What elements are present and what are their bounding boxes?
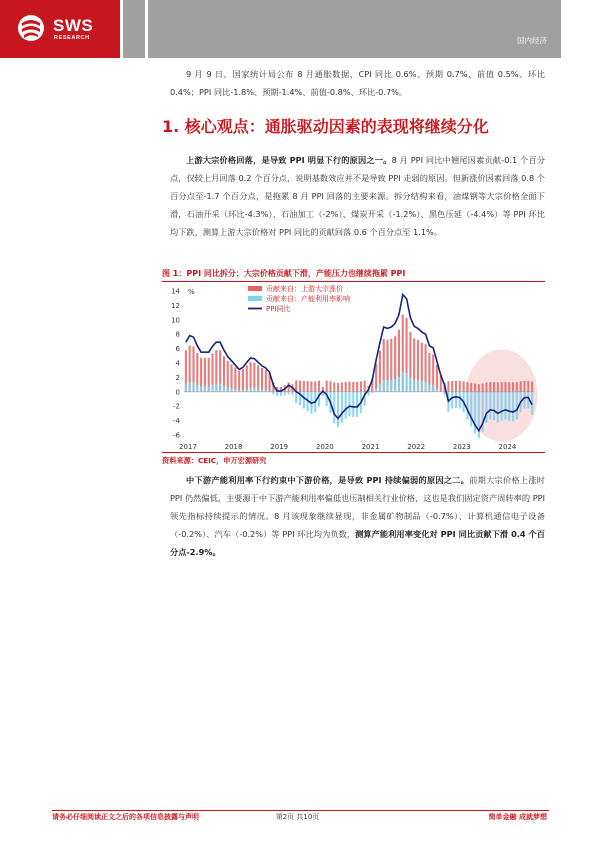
legend-swatch-capacity xyxy=(248,296,262,301)
footer-rule xyxy=(52,810,549,811)
bar-upstream xyxy=(493,382,495,392)
footer-disclaimer: 请务必仔细阅读正文之后的各项信息披露与声明 xyxy=(52,813,199,821)
paragraph-capacity-body: 前期大宗价格上涨时 PPI 仍然偏低，主要源于中下游产能利用率偏低也压制相关行业价格，这也是我们固定资产周转率的 PPI 领先指标持续提示的情况。8 月该现象继续显现，非金属矿物制品（-0.7%）、计算机通信电子设备（-0.2%）、汽车（-0.2%）等 PPI 环比均为负数， xyxy=(170,475,545,539)
bar-upstream xyxy=(501,382,503,392)
bar-capacity xyxy=(345,392,347,419)
bar-upstream xyxy=(523,381,525,392)
bar-upstream xyxy=(478,384,480,392)
bar-upstream xyxy=(470,383,472,392)
bar-upstream xyxy=(337,383,339,392)
bar-capacity xyxy=(280,392,282,396)
bar-capacity xyxy=(512,392,514,422)
x-tick-label: 2022 xyxy=(407,443,426,451)
bar-capacity xyxy=(352,392,354,417)
bar-capacity xyxy=(406,373,408,392)
bar-capacity xyxy=(265,390,267,392)
bar-upstream xyxy=(310,381,312,391)
bar-capacity xyxy=(485,392,487,423)
y-tick-label: 12 xyxy=(171,301,180,310)
paragraph-upstream-lead: 上游大宗价格回落，是导致 PPI 明显下行的原因之一。 xyxy=(186,155,392,165)
bar-capacity xyxy=(379,384,381,392)
bar-upstream xyxy=(356,382,358,392)
legend-swatch-upstream xyxy=(248,286,262,291)
y-tick-label: -6 xyxy=(173,431,180,440)
bar-upstream xyxy=(246,365,248,391)
bar-upstream xyxy=(318,381,320,392)
bar-capacity xyxy=(394,379,396,392)
bar-capacity xyxy=(242,390,244,392)
bar-capacity xyxy=(348,392,350,416)
header-divider-bar xyxy=(123,0,145,58)
bar-capacity xyxy=(501,392,503,421)
bar-capacity xyxy=(383,380,385,392)
legend-label-ppi: PPI同比 xyxy=(266,305,291,313)
bar-capacity xyxy=(333,392,335,424)
bar-upstream xyxy=(485,382,487,391)
y-tick-label: -2 xyxy=(173,402,180,411)
bar-capacity xyxy=(341,392,343,423)
bar-capacity xyxy=(204,386,206,392)
x-tick-label: 2021 xyxy=(361,443,380,451)
intro-paragraph: 9 月 9 日，国家统计局公布 8 月通胀数据，CPI 同比 0.6%、预期 0.7%、前值 0.5%、环比 0.4%；PPI 同比-1.8%、预期-1.4%、前值-0.8%、环比-0.7%。 xyxy=(170,69,545,97)
bar-upstream xyxy=(341,382,343,391)
bar-capacity xyxy=(523,392,525,409)
bar-capacity xyxy=(421,381,423,392)
bar-capacity xyxy=(215,384,217,392)
bar-capacity xyxy=(386,380,388,392)
figure-top-rule xyxy=(162,281,545,282)
bar-upstream xyxy=(352,382,354,392)
bar-upstream xyxy=(455,381,457,392)
bar-upstream xyxy=(329,381,331,391)
footer-slogan: 简单金融 成就梦想 xyxy=(488,813,547,821)
bar-capacity xyxy=(367,392,369,396)
footer-page-number: 第2页 共10页 xyxy=(275,813,320,821)
bar-upstream xyxy=(265,370,267,392)
brand-logo xyxy=(0,0,120,58)
y-tick-label: 0 xyxy=(175,388,180,397)
x-tick-label: 2024 xyxy=(498,443,517,451)
bar-capacity xyxy=(459,392,461,409)
bar-capacity xyxy=(261,390,263,392)
header-band xyxy=(148,0,561,58)
bar-upstream xyxy=(314,381,316,392)
y-tick-label: 14 xyxy=(171,287,180,296)
bar-capacity xyxy=(451,392,453,409)
bar-upstream xyxy=(250,362,252,392)
bar-capacity xyxy=(246,389,248,392)
bar-capacity xyxy=(219,384,221,392)
bar-capacity xyxy=(428,385,430,392)
y-tick-label: 8 xyxy=(175,330,180,339)
bar-capacity xyxy=(303,392,305,409)
bar-capacity xyxy=(185,384,187,392)
bar-capacity xyxy=(375,388,377,392)
bar-capacity xyxy=(231,388,233,391)
bar-capacity xyxy=(208,386,210,392)
bar-upstream xyxy=(253,363,255,392)
bar-upstream xyxy=(516,382,518,392)
y-tick-label: 6 xyxy=(175,345,180,354)
y-tick-label: 10 xyxy=(171,316,180,325)
figure-source: 资料来源：CEIC，申万宏源研究 xyxy=(162,456,267,465)
bar-capacity xyxy=(238,391,240,392)
bar-capacity xyxy=(269,391,271,392)
bar-capacity xyxy=(425,382,427,392)
bar-capacity xyxy=(497,392,499,423)
x-tick-label: 2023 xyxy=(452,443,471,451)
bar-capacity xyxy=(227,387,229,392)
paragraph-upstream xyxy=(170,151,545,241)
bar-capacity xyxy=(489,392,491,420)
page-header xyxy=(0,0,595,58)
bar-capacity xyxy=(444,392,446,395)
paragraph-capacity-conclusion: 测算产能利用率变化对 PPI 同比贡献下滑 0.4 个百分点-2.9%。 xyxy=(170,529,545,557)
bar-capacity xyxy=(295,392,297,404)
bar-capacity xyxy=(284,392,286,396)
bar-capacity xyxy=(516,392,518,420)
bar-upstream xyxy=(451,381,453,392)
paragraph-capacity xyxy=(170,471,545,561)
logo-text: SWS xyxy=(53,16,94,35)
bar-capacity xyxy=(291,392,293,395)
bar-capacity xyxy=(409,378,411,392)
bar-capacity xyxy=(253,388,255,392)
bar-capacity xyxy=(466,392,468,420)
bar-upstream xyxy=(261,368,263,392)
bar-upstream xyxy=(227,361,229,392)
bar-upstream xyxy=(348,382,350,392)
bar-capacity xyxy=(508,392,510,421)
bar-capacity xyxy=(288,392,290,395)
ppi-decomposition-chart xyxy=(162,283,545,451)
bar-capacity xyxy=(390,380,392,392)
legend-label-upstream: 贡献来自：上游大宗涨价 xyxy=(266,285,343,293)
bar-upstream xyxy=(345,382,347,392)
bar-capacity xyxy=(200,386,202,392)
x-tick-label: 2019 xyxy=(270,443,289,451)
bar-upstream xyxy=(520,381,522,392)
bar-upstream xyxy=(531,382,533,392)
bar-capacity xyxy=(192,382,194,391)
bar-capacity xyxy=(189,382,191,392)
bar-upstream xyxy=(242,369,244,392)
bar-capacity xyxy=(436,389,438,392)
bar-capacity xyxy=(470,392,472,427)
y-unit-label: % xyxy=(188,288,195,296)
y-tick-label: -4 xyxy=(173,417,180,426)
bar-upstream xyxy=(303,381,305,392)
bar-capacity xyxy=(455,392,457,408)
bar-capacity xyxy=(234,389,236,391)
bar-capacity xyxy=(257,389,259,392)
bar-upstream xyxy=(326,381,328,392)
section-tag: 国内经济 xyxy=(517,36,547,45)
bar-upstream xyxy=(508,382,510,392)
bar-upstream xyxy=(436,365,438,392)
bar-upstream xyxy=(466,382,468,392)
bar-upstream xyxy=(231,364,233,392)
bar-capacity xyxy=(493,392,495,420)
bar-upstream xyxy=(474,384,476,392)
bar-upstream xyxy=(463,381,465,392)
bar-capacity xyxy=(398,377,400,392)
bar-capacity xyxy=(504,392,506,420)
logo-swirl-icon xyxy=(17,13,45,43)
bar-capacity xyxy=(250,388,252,392)
section-heading: 1. 核心观点：通胀驱动因素的表现将继续分化 xyxy=(162,117,489,136)
bar-upstream xyxy=(512,382,514,392)
bar-capacity xyxy=(196,385,198,392)
bar-capacity xyxy=(272,392,274,395)
bar-capacity xyxy=(371,392,373,393)
bar-upstream xyxy=(504,382,506,392)
bar-upstream xyxy=(288,383,290,392)
bar-upstream xyxy=(257,365,259,391)
bar-capacity xyxy=(413,380,415,392)
x-tick-label: 2020 xyxy=(315,443,334,451)
bar-upstream xyxy=(459,381,461,392)
figure-bottom-rule xyxy=(162,452,545,453)
paragraph-upstream-body: 8 月 PPI 同比中翘尾因素贡献-0.1 个百分点，仅较上月回落 0.2 个百分点，说明基数效应并不是导致 PPI 走弱的原因。但新涨价因素回落 0.8 个百分点至-1.7 个百分点，是拖累 8 月 PPI 回落的主要来源。拆分结构来看，油煤钢等大宗价格全面下滑，石油开采（环比-4.3%）、石油加工（-2%）、煤炭开采（-1.2%）、黑色压延（-4.4%）等 PPI 环比均下跌，测算上游大宗价格对 PPI 同比的贡献回落 0.6 个百分点至 1.1%。 xyxy=(170,155,546,237)
bar-capacity xyxy=(276,392,278,396)
logo-subtext: RESEARCH xyxy=(54,35,90,41)
bar-capacity xyxy=(432,385,434,392)
bar-upstream xyxy=(307,381,309,392)
bar-upstream xyxy=(482,383,484,391)
bar-capacity xyxy=(417,380,419,392)
bar-upstream xyxy=(527,381,529,392)
bar-capacity xyxy=(337,392,339,427)
y-tick-label: 4 xyxy=(175,359,180,368)
bar-upstream xyxy=(238,371,240,392)
bar-capacity xyxy=(402,372,404,392)
bar-capacity xyxy=(356,392,358,417)
bar-upstream xyxy=(299,380,301,391)
paragraph-capacity-lead: 中下游产能利用率下行约束中下游价格，是导致 PPI 持续偏弱的原因之二。 xyxy=(186,475,470,485)
bar-capacity xyxy=(211,385,213,392)
bar-upstream xyxy=(447,381,449,392)
legend-label-capacity: 贡献来自：产能利用率影响 xyxy=(266,295,350,303)
bar-upstream xyxy=(497,382,499,391)
x-tick-label: 2017 xyxy=(178,443,197,451)
bar-capacity xyxy=(223,386,225,392)
bar-upstream xyxy=(360,381,362,391)
y-tick-label: 2 xyxy=(175,373,180,382)
x-tick-label: 2018 xyxy=(224,443,243,451)
bar-upstream xyxy=(234,368,236,392)
bar-upstream xyxy=(489,382,491,392)
bar-upstream xyxy=(364,381,366,392)
bar-upstream xyxy=(333,383,335,392)
figure-title: 图 1：PPI 同比拆分：大宗价格贡献下滑，产能压力也继续拖累 PPI xyxy=(162,269,406,278)
